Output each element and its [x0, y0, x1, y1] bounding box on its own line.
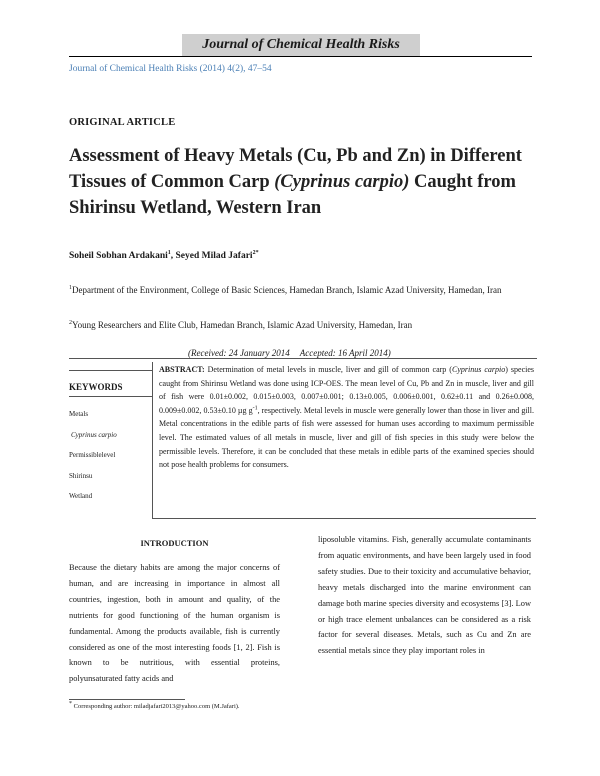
corresponding-author-footnote — [69, 700, 240, 710]
keyword-item: Wetland — [69, 492, 93, 500]
author-separator: , — [170, 251, 176, 261]
footnote-text: Corresponding author: miladjafari2013@yahoo.com (M.Jafari). — [72, 703, 240, 710]
keywords-list — [69, 404, 117, 507]
author-2-affiliation-marker: 2* — [252, 249, 259, 256]
introduction-left-column: Because the dietary habits are among the major concerns of human, and are increasing in importance in almost all countries, ingestion, both in amount and quality, of the nutrients for good functioning of the human organism is fundamental. Among the products available, fish is currently considered as one of the most interesting foods [1, 2]. Fish is known to be nutritious, with essential proteins, polyunsaturated fatty acids and — [69, 563, 280, 684]
keywords-panel — [69, 370, 152, 520]
article-title — [69, 143, 539, 221]
introduction-right-column: liposoluble vitamins. Fish, generally accumulate contaminants from aquatic environments, and have been largely used in food safety studies. Due to their toxicity and accumulative behavior, heavy metals discharged into the marine environment can damage both marine species diversity and ecosystems [3]. Low or high trace element unbalances can be considered as a risk factor for several diseases. Metals, such as Cu and Zn are essential metals since they play important roles in — [318, 535, 531, 656]
article-type: ORIGINAL ARTICLE — [69, 117, 176, 128]
title-part-1: Assessment of Heavy Metals (Cu, Pb and Zn) in Different Tissues of Common Carp — [69, 146, 522, 192]
abstract-unit-exponent: -1 — [252, 405, 258, 412]
journal-citation: Journal of Chemical Health Risks (2014) 4(2), 47–54 — [69, 64, 272, 74]
abstract-text-1: Determination of metal levels in muscle, liver and gill of common carp ( — [204, 365, 452, 374]
keywords-heading-rule — [69, 396, 152, 397]
author-2-name: Seyed Milad Jafari — [175, 251, 253, 261]
affiliation-2-marker: 2 — [69, 320, 72, 326]
dates-rule — [69, 358, 537, 359]
affiliation-1-marker: 1 — [69, 285, 72, 291]
author-1-affiliation-marker: 1 — [167, 249, 171, 256]
abstract-label: ABSTRACT: — [159, 365, 205, 374]
footnote-marker: * — [69, 700, 72, 707]
abstract-text-2: ) species caught from Shirinsu Wetland was done using ICP-OES. The mean level of Cu, Pb and Zn in muscle, liver and gill of fish were 0.01±0.002, 0.015±0.003, 0.007±0.001; 0.13±0.005, 0.006±0.001, 0.62±0.11 and 0.26±0.008, 0.009±0.002, 0.53±0.10 µg g — [159, 365, 535, 415]
footnote-rule — [69, 699, 185, 700]
author-1-name: Soheil Sobhan Ardakani — [69, 251, 168, 261]
affiliation-1 — [69, 283, 533, 297]
affiliation-1-text: Department of the Environment, College of Basic Sciences, Hamedan Branch, Islamic Azad University, Hamedan, Iran — [72, 285, 502, 295]
keywords-top-rule — [69, 370, 152, 371]
journal-name-banner: Journal of Chemical Health Risks — [182, 34, 420, 56]
keyword-item: Permissiblelevel — [69, 451, 116, 459]
title-part-2: Caught from Shirinsu Wetland, Western Iran — [69, 172, 516, 218]
affiliation-2-text: Young Researchers and Elite Club, Hamedan Branch, Islamic Azad University, Hamedan, Iran — [72, 320, 413, 330]
introduction-heading: INTRODUCTION — [140, 538, 209, 548]
keyword-item: Shirinsu — [69, 471, 93, 480]
received-date: (Received: 24 January 2014 — [188, 348, 290, 358]
keyword-item: Metals — [69, 410, 89, 418]
affiliation-2 — [69, 318, 533, 332]
author-list — [69, 251, 259, 261]
keyword-item: Cyprinus carpio — [71, 430, 117, 439]
title-species: (Cyprinus carpio) — [274, 172, 410, 192]
abstract-text-3: , respectively. Metal levels in muscle were generally lower than those in liver and gill. Metal concentrations in the edible parts of fish were assessed for human uses according to maximum permissible level. The estimated values of all metals in muscle, liver and gill of fish species in this study were below the permissible levels. Therefore, it can be concluded that these metals in edible parts of the examined species should not pose health problems for consumers. — [159, 405, 535, 470]
accepted-date: Accepted: 16 April 2014) — [299, 348, 391, 358]
article-dates — [188, 348, 401, 358]
abstract-species: Cyprinus carpio — [451, 365, 506, 374]
keywords-heading: KEYWORDS — [69, 382, 123, 392]
header-rule — [69, 56, 532, 57]
abstract — [152, 362, 536, 519]
